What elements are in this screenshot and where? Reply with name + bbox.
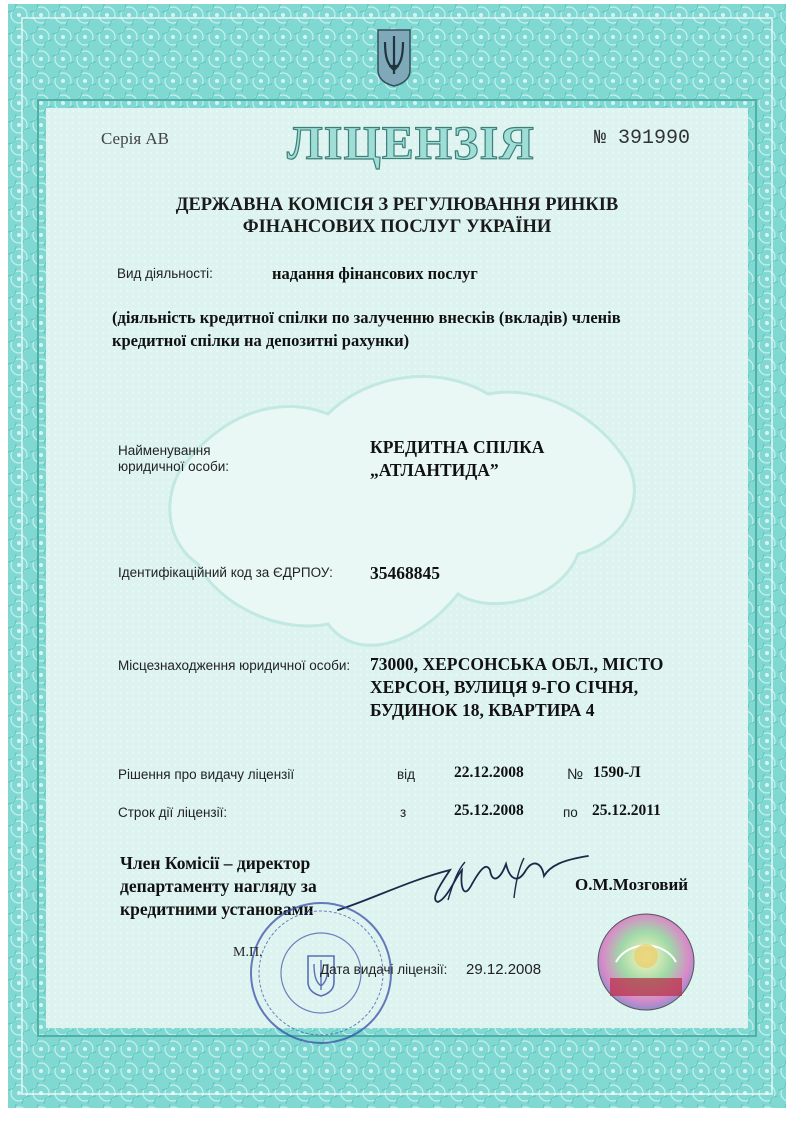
decision-from-label: від — [397, 767, 416, 782]
stamp-place-label: М.П. — [233, 945, 263, 960]
decision-date: 22.12.2008 — [454, 764, 524, 781]
activity-value: надання фінансових послуг — [272, 264, 478, 283]
validity-from-date: 25.12.2008 — [454, 802, 524, 819]
activity-detail-line-2: кредитної спілки на депозитні рахунки) — [112, 331, 410, 350]
validity-to-label: по — [563, 805, 578, 820]
validity-from-label: з — [400, 805, 407, 820]
entity-name-line-1: КРЕДИТНА СПІЛКА — [370, 437, 545, 457]
address-line-1: 73000, ХЕРСОНСЬКА ОБЛ., МІСТО — [370, 654, 664, 674]
decision-label: Рішення про видачу ліцензії — [118, 767, 295, 782]
license-title: ЛІЦЕНЗІЯ — [287, 117, 535, 170]
signatory-title-line-2: департаменту нагляду за — [120, 876, 317, 896]
validity-label: Строк дії ліцензії: — [118, 805, 228, 820]
address-line-2: ХЕРСОН, ВУЛИЦЯ 9-ГО СІЧНЯ, — [370, 677, 639, 697]
signatory-name: О.М.Мозговий — [575, 875, 689, 894]
decision-number-label: № — [567, 766, 584, 783]
entity-name-line-2: „АТЛАНТИДА” — [370, 460, 499, 480]
license-series: Серія АВ — [101, 129, 169, 148]
address-line-3: БУДИНОК 18, КВАРТИРА 4 — [370, 700, 595, 720]
decision-number: 1590-Л — [593, 764, 641, 781]
ukraine-map-watermark — [158, 354, 658, 684]
issuer-line-1: ДЕРЖАВНА КОМІСІЯ З РЕГУЛЮВАННЯ РИНКІВ — [175, 195, 619, 215]
issuer-line-2: ФІНАНСОВИХ ПОСЛУГ УКРАЇНИ — [242, 217, 552, 237]
activity-detail-line-1: (діяльність кредитної спілки по залученню внесків (вкладів) членів — [112, 308, 621, 327]
signatory-title-line-3: кредитними установами — [120, 899, 314, 919]
address-label: Місцезнаходження юридичної особи: — [118, 658, 351, 673]
entity-label-line-1: Найменування — [118, 443, 211, 458]
license-number: № 391990 — [594, 127, 691, 150]
issue-date: 29.12.2008 — [466, 961, 542, 978]
edrpou-value: 35468845 — [370, 563, 440, 583]
validity-to-date: 25.12.2011 — [592, 802, 661, 819]
trident-emblem — [374, 26, 414, 88]
hologram-seal — [594, 910, 698, 1014]
entity-label-line-2: юридичної особи: — [118, 459, 230, 474]
issue-date-label: Дата видачі ліцензії: — [320, 962, 448, 977]
activity-label: Вид діяльності: — [117, 266, 213, 281]
edrpou-label: Ідентифікаційний код за ЄДРПОУ: — [118, 565, 333, 580]
signatory-title-line-1: Член Комісії – директор — [120, 853, 311, 873]
